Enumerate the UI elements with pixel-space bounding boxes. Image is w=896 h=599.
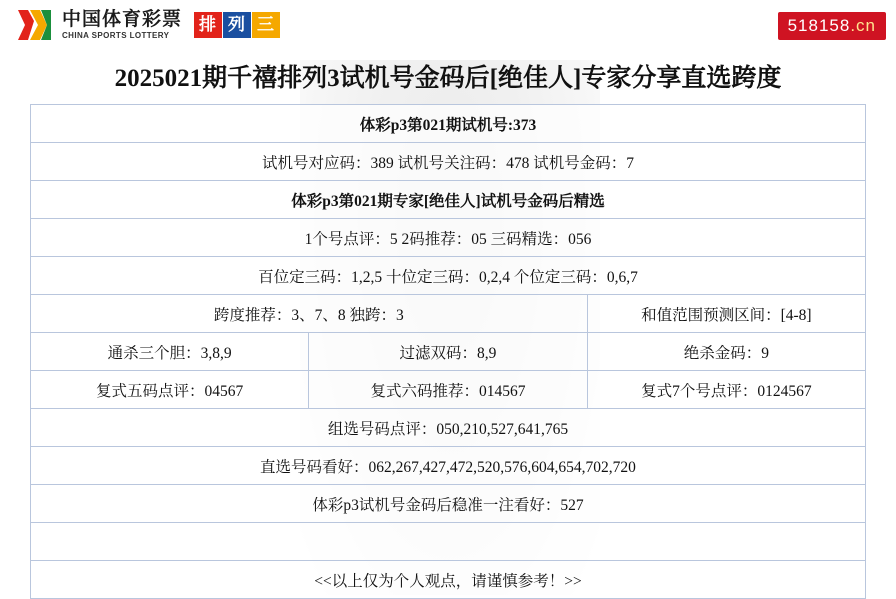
prediction-table <box>30 104 866 599</box>
game-badge-char-3: 三 <box>252 12 280 38</box>
disclaimer-note: <<以上仅为个人观点，请谨慎参考！>> <box>31 561 866 599</box>
prediction-table-wrap <box>30 104 866 599</box>
table-cell: 绝杀金码：9 <box>587 333 865 371</box>
game-badge-char-2: 列 <box>223 12 251 38</box>
table-row <box>31 371 866 409</box>
table-row <box>31 409 866 447</box>
table-cell: 复式7个号点评：0124567 <box>587 371 865 409</box>
brand-block <box>14 6 280 44</box>
brand-name-cn: 中国体育彩票 <box>62 8 183 30</box>
table-cell: 体彩p3第021期专家[绝佳人]试机号金码后精选 <box>31 181 866 219</box>
table-cell: 和值范围预测区间：[4-8] <box>587 295 865 333</box>
table-row <box>31 447 866 485</box>
table-cell: 复式六码推荐：014567 <box>309 371 587 409</box>
table-row <box>31 485 866 523</box>
table-cell: 体彩p3第021期试机号:373 <box>31 105 866 143</box>
table-row <box>31 143 866 181</box>
game-badge-char-1: 排 <box>194 12 222 38</box>
table-cell: 百位定三码：1,2,5 十位定三码：0,2,4 个位定三码：0,6,7 <box>31 257 866 295</box>
brand-text <box>62 10 182 40</box>
table-row <box>31 219 866 257</box>
table-cell: 1个号点评：5 2码推荐：05 三码精选：056 <box>31 219 866 257</box>
counter-suffix: .cn <box>850 16 876 35</box>
table-row <box>31 295 866 333</box>
table-cell: 跨度推荐：3、7、8 独跨：3 <box>31 295 588 333</box>
table-cell: 通杀三个胆：3,8,9 <box>31 333 309 371</box>
table-cell: 体彩p3试机号金码后稳准一注看好：527 <box>31 485 866 523</box>
table-cell: 过滤双码：8,9 <box>309 333 587 371</box>
table-cell: 直选号码看好：062,267,427,472,520,576,604,654,702,720 <box>31 447 866 485</box>
table-row <box>31 257 866 295</box>
table-cell: 试机号对应码：389 试机号关注码：478 试机号金码：7 <box>31 143 866 181</box>
table-spacer-cell <box>31 523 866 561</box>
table-row <box>31 105 866 143</box>
table-footer-row <box>31 561 866 599</box>
table-row <box>31 181 866 219</box>
site-counter-badge <box>778 12 886 40</box>
prediction-table-body <box>31 105 866 599</box>
sports-lottery-logo-icon <box>14 6 54 44</box>
counter-number: 518158 <box>787 16 851 35</box>
game-badge <box>194 11 280 39</box>
page-title: 2025021期千禧排列3试机号金码后[绝佳人]专家分享直选跨度 <box>114 65 782 92</box>
table-cell: 组选号码点评：050,210,527,641,765 <box>31 409 866 447</box>
table-cell: 复式五码点评：04567 <box>31 371 309 409</box>
brand-name-en: CHINA SPORTS LOTTERY <box>62 30 170 40</box>
page-header <box>0 0 896 56</box>
table-row <box>31 333 866 371</box>
table-spacer-row <box>31 523 866 561</box>
